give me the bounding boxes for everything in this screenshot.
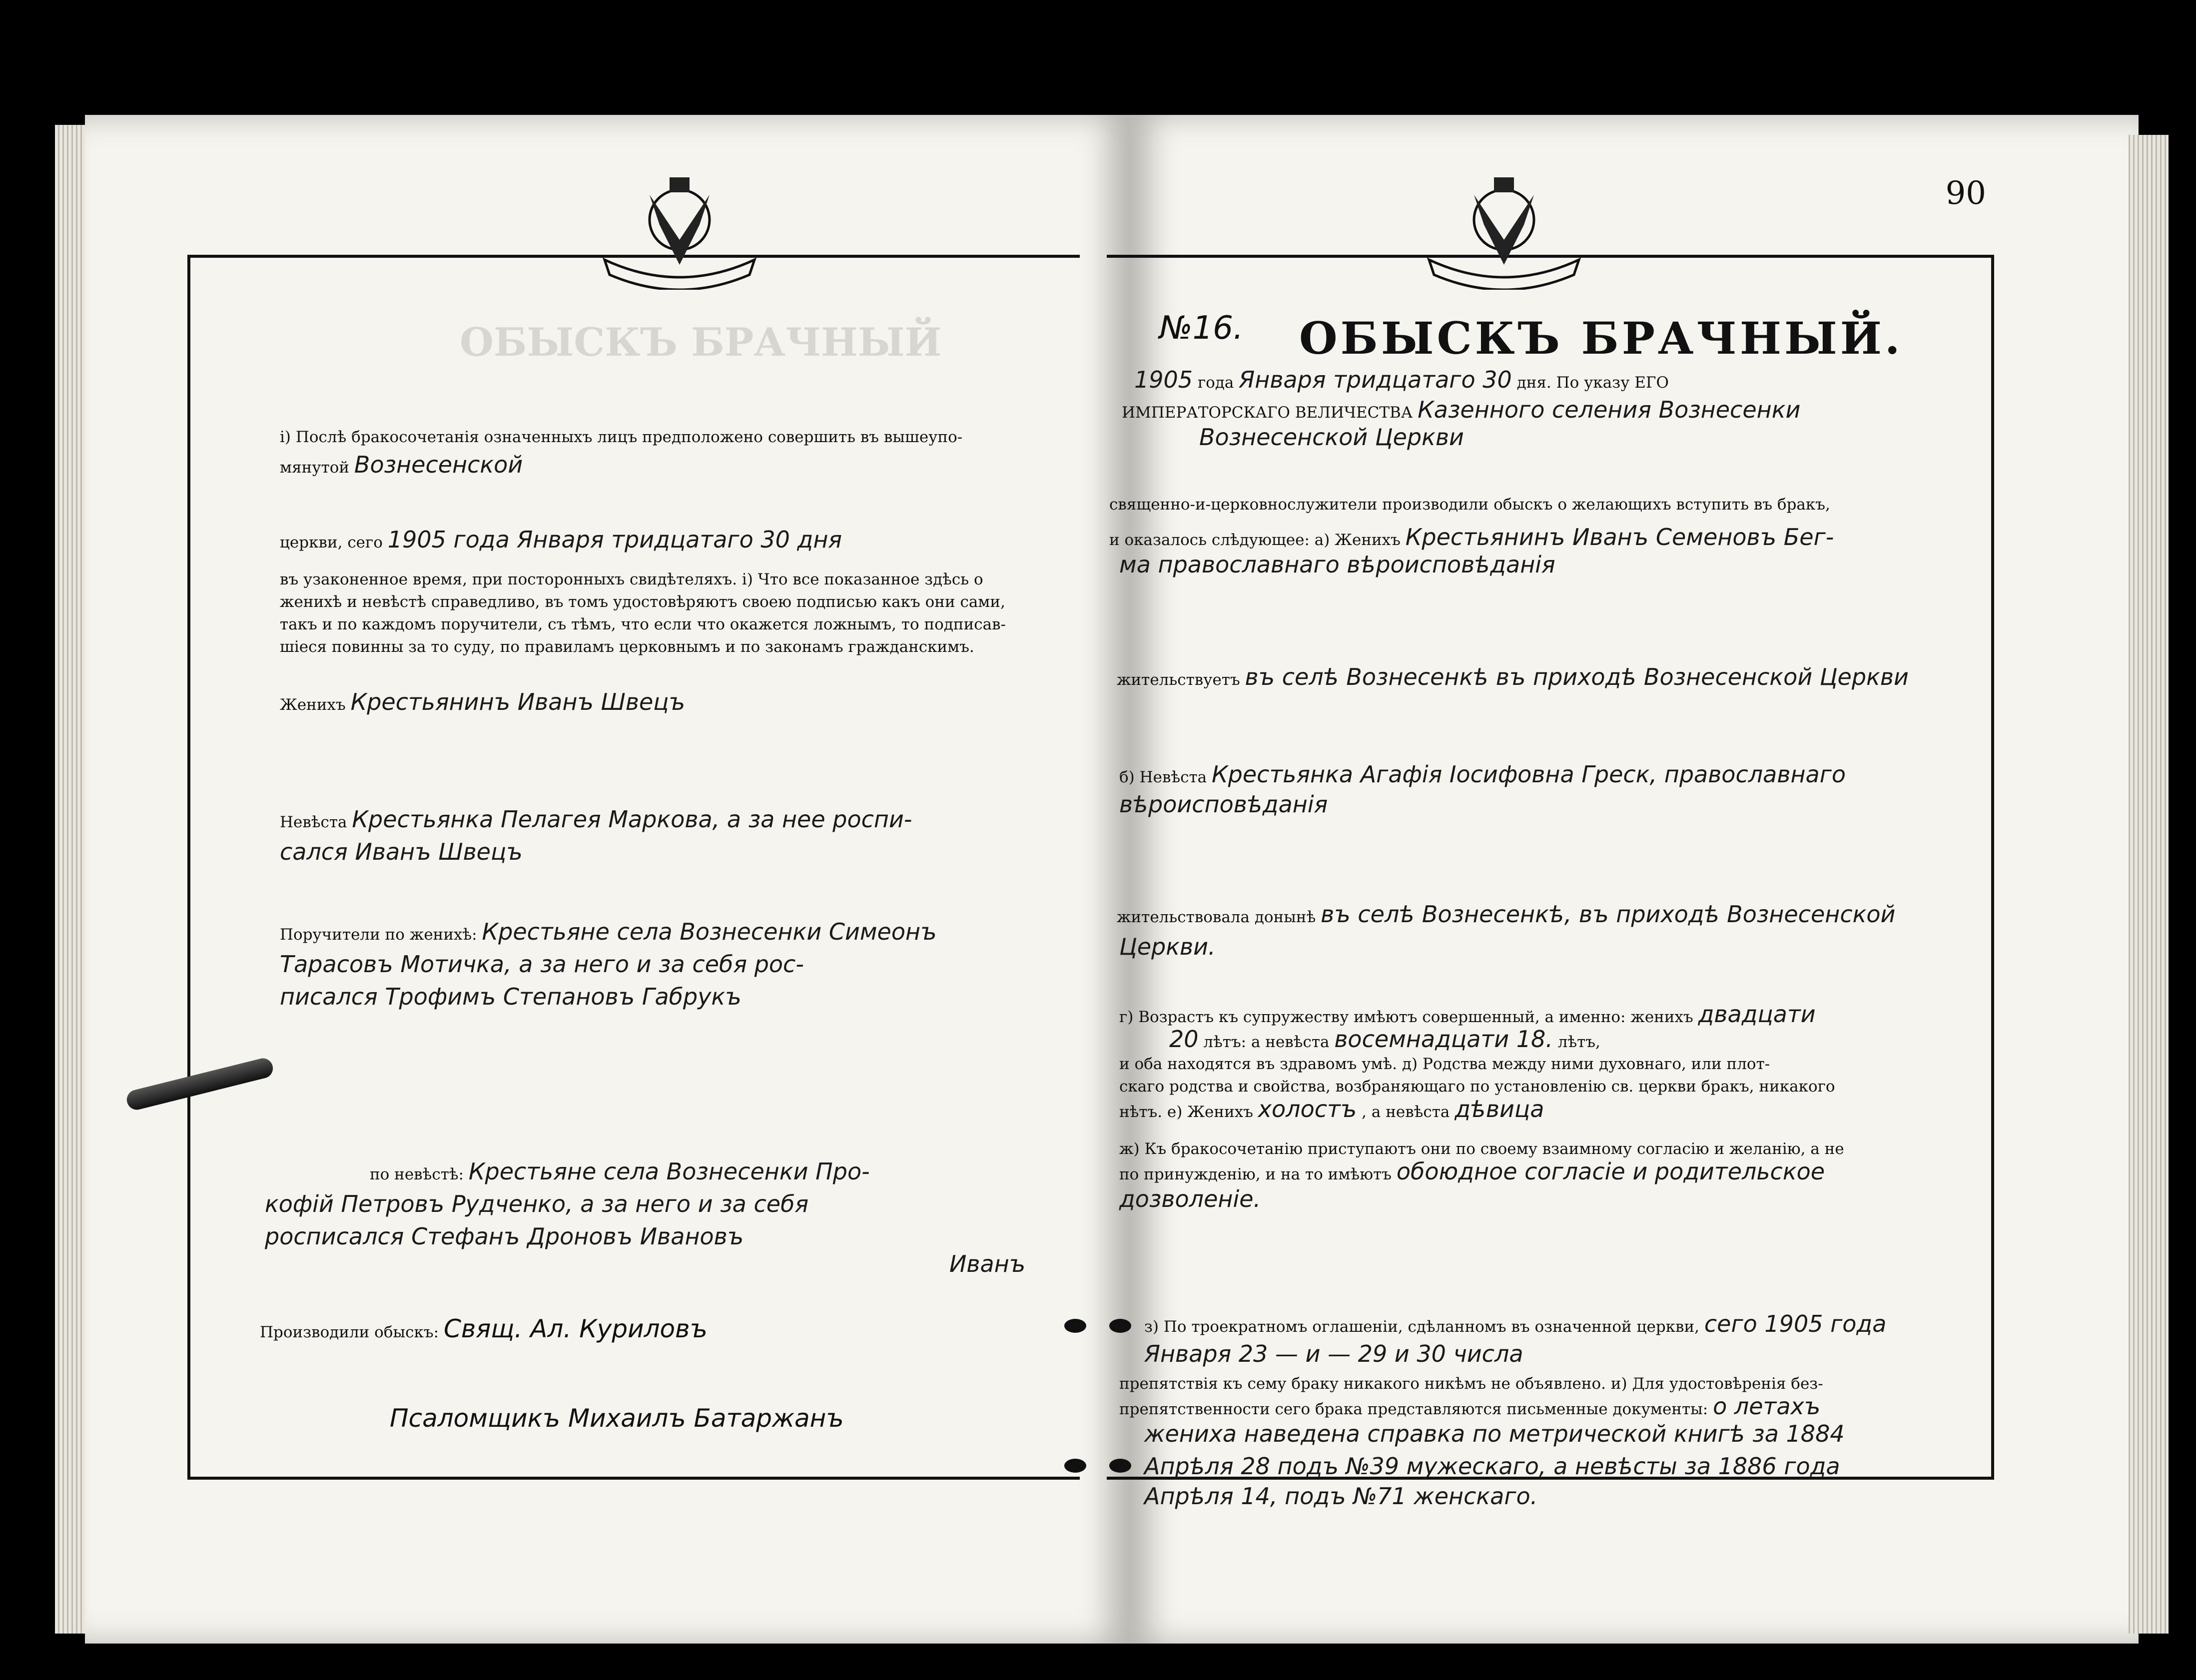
groom-faith: ма православнаго вѣроисповѣданія <box>1119 551 1555 578</box>
binding-ring-upper <box>1064 1319 1086 1333</box>
bride-residence: жительствовала донынѣ въ селѣ Вознесенкѣ, въ приходѣ Вознесенской <box>1117 901 1896 928</box>
psalmist-signature: Псаломщикъ Михаилъ Батаржанъ <box>390 1404 844 1433</box>
documents-line-4: Апрѣля 14, подъ №71 женскаго. <box>1144 1483 1538 1510</box>
consent-line: ж) Къ бракосочетанію приступаютъ они по своему взаимному согласію и желанію, а не <box>1119 1140 1844 1158</box>
bride-guarantors-3: росписался Стефанъ Дроновъ Ивановъ <box>265 1223 744 1250</box>
time-line-3: такъ и по каждомъ поручители, съ тѣмъ, что если что окажется ложнымъ, то подписав- <box>280 615 1006 633</box>
time-line-4: шіеся повинны за то суду, по правиламъ церковнымъ и по законамъ гражданскимъ. <box>280 638 974 656</box>
banns-dates: Января 23 — и — 29 и 30 числа <box>1144 1340 1523 1367</box>
consent-line-2: по принужденію, и на то имѣютъ обоюдное согласіе и родительское <box>1119 1158 1825 1185</box>
double-headed-eagle-emblem-left <box>590 165 769 290</box>
time-line: въ узаконенное время, при посторонныхъ свидѣтеляхъ. і) Что все показанное здѣсь о <box>280 570 983 588</box>
clergy-line: священно-и-церковнослужители производили обыскъ о желающихъ вступить въ бракъ, <box>1109 496 1830 514</box>
age-line: г) Возрастъ къ супружеству имѣютъ совершенный, а именно: женихъ двадцати <box>1119 1001 1816 1028</box>
age-line-2: 20 лѣтъ: а невѣста восемнадцати 18. лѣтъ, <box>1169 1026 1600 1053</box>
impediment-line: препятствія къ сему браку никакого никѣмъ не объявлено. и) Для удостовѣренія без- <box>1119 1375 1823 1393</box>
documents-line: препятственности сего брака представляются письменные документы: о летахъ <box>1119 1393 1821 1420</box>
marital-status-line: нѣтъ. е) Женихъ холостъ , а невѣста дѣвица <box>1119 1096 1544 1122</box>
banns-line: з) По троекратномъ оглашеніи, сдѣланномъ въ означенной церкви, сего 1905 года <box>1144 1310 1887 1337</box>
bride-residence-cont: Церкви. <box>1119 933 1216 960</box>
bride-guarantors-2: кофій Петровъ Рудченко, а за него и за себя <box>265 1190 809 1217</box>
documents-line-3: Апрѣля 28 подъ №39 мужескаго, а невѣсты за 1886 года <box>1144 1453 1840 1480</box>
majesty-line: ИМПЕРАТОРСКАГО ВЕЛИЧЕСТВА Казенного селения Вознесенки <box>1122 396 1801 423</box>
groom-line: и оказалось слѣдующее: а) Женихъ Крестьянинъ Иванъ Семеновъ Бег- <box>1109 524 1834 551</box>
church-name: Вознесенской Церкви <box>1199 424 1464 451</box>
binding-ring-lower-2 <box>1109 1459 1131 1473</box>
documents-line-2: жениха наведена справка по метрической книгѣ за 1884 <box>1144 1420 1845 1447</box>
binding-ring-lower <box>1064 1459 1086 1473</box>
bride-guarantors-4: Иванъ <box>949 1250 1026 1277</box>
kinship-line-2: скаго родства и свойства, возбраняющаго по установленію св. церкви бракъ, никакого <box>1119 1078 1835 1096</box>
kinship-line: и оба находятся въ здравомъ умѣ. д) Родства между ними духовнаго, или плот- <box>1119 1055 1770 1073</box>
groom-guarantors-3: писался Трофимъ Степановъ Габрукъ <box>280 983 741 1010</box>
page-number: 90 <box>1945 175 1986 212</box>
groom-signature: Женихъ Крестьянинъ Иванъ Швецъ <box>280 688 686 715</box>
bride-line: б) Невѣста Крестьянка Агафія Іосифовна Греск, православнаго <box>1119 761 1846 788</box>
conductor-line: Производили обыскъ: Свящ. Ал. Куриловъ <box>260 1314 708 1343</box>
page-edges-right <box>2129 135 2169 1634</box>
bride-signature-cont: сался Иванъ Швецъ <box>280 838 523 865</box>
bride-guarantors: по невѣстѣ: Крестьяне села Вознесенки Про- <box>370 1158 870 1185</box>
groom-residence: жительствуетъ въ селѣ Вознесенкѣ въ приходѣ Вознесенской Церкви <box>1117 663 1909 690</box>
bleedthrough-heading: ОБЫСКЪ БРАЧНЫЙ <box>460 320 942 365</box>
place-line: і) Послѣ бракосочетанія означенныхъ лицъ предположено совершить въ вышеупо- <box>280 428 963 446</box>
record-number: №16. <box>1159 310 1244 347</box>
time-line-2: женихѣ и невѣстѣ справедливо, въ томъ удостовѣряютъ своею подписью какъ они сами, <box>280 593 1005 611</box>
bride-signature: Невѣста Крестьянка Пелагея Маркова, а за нее роспи- <box>280 806 912 833</box>
page-title: ОБЫСКЪ БРАЧНЫЙ. <box>1299 312 1903 364</box>
binding-ring-upper-2 <box>1109 1319 1131 1333</box>
consent-line-3: дозволеніе. <box>1119 1185 1261 1212</box>
groom-guarantors-2: Тарасовъ Мотичка, а за него и за себя рос- <box>280 951 804 978</box>
double-headed-eagle-emblem-right <box>1414 165 1594 290</box>
year-line: 1905 года Января тридцатаго 30 дня. По указу ЕГО <box>1134 366 1669 393</box>
place-line-2: мянутой Вознесенской <box>280 451 523 478</box>
church-date-line: церкви, сего 1905 года Января тридцатаго 30 дня <box>280 526 842 553</box>
groom-guarantors: Поручители по женихѣ: Крестьяне села Вознесенки Симеонъ <box>280 918 937 945</box>
bride-faith: вѣроисповѣданія <box>1119 791 1328 818</box>
